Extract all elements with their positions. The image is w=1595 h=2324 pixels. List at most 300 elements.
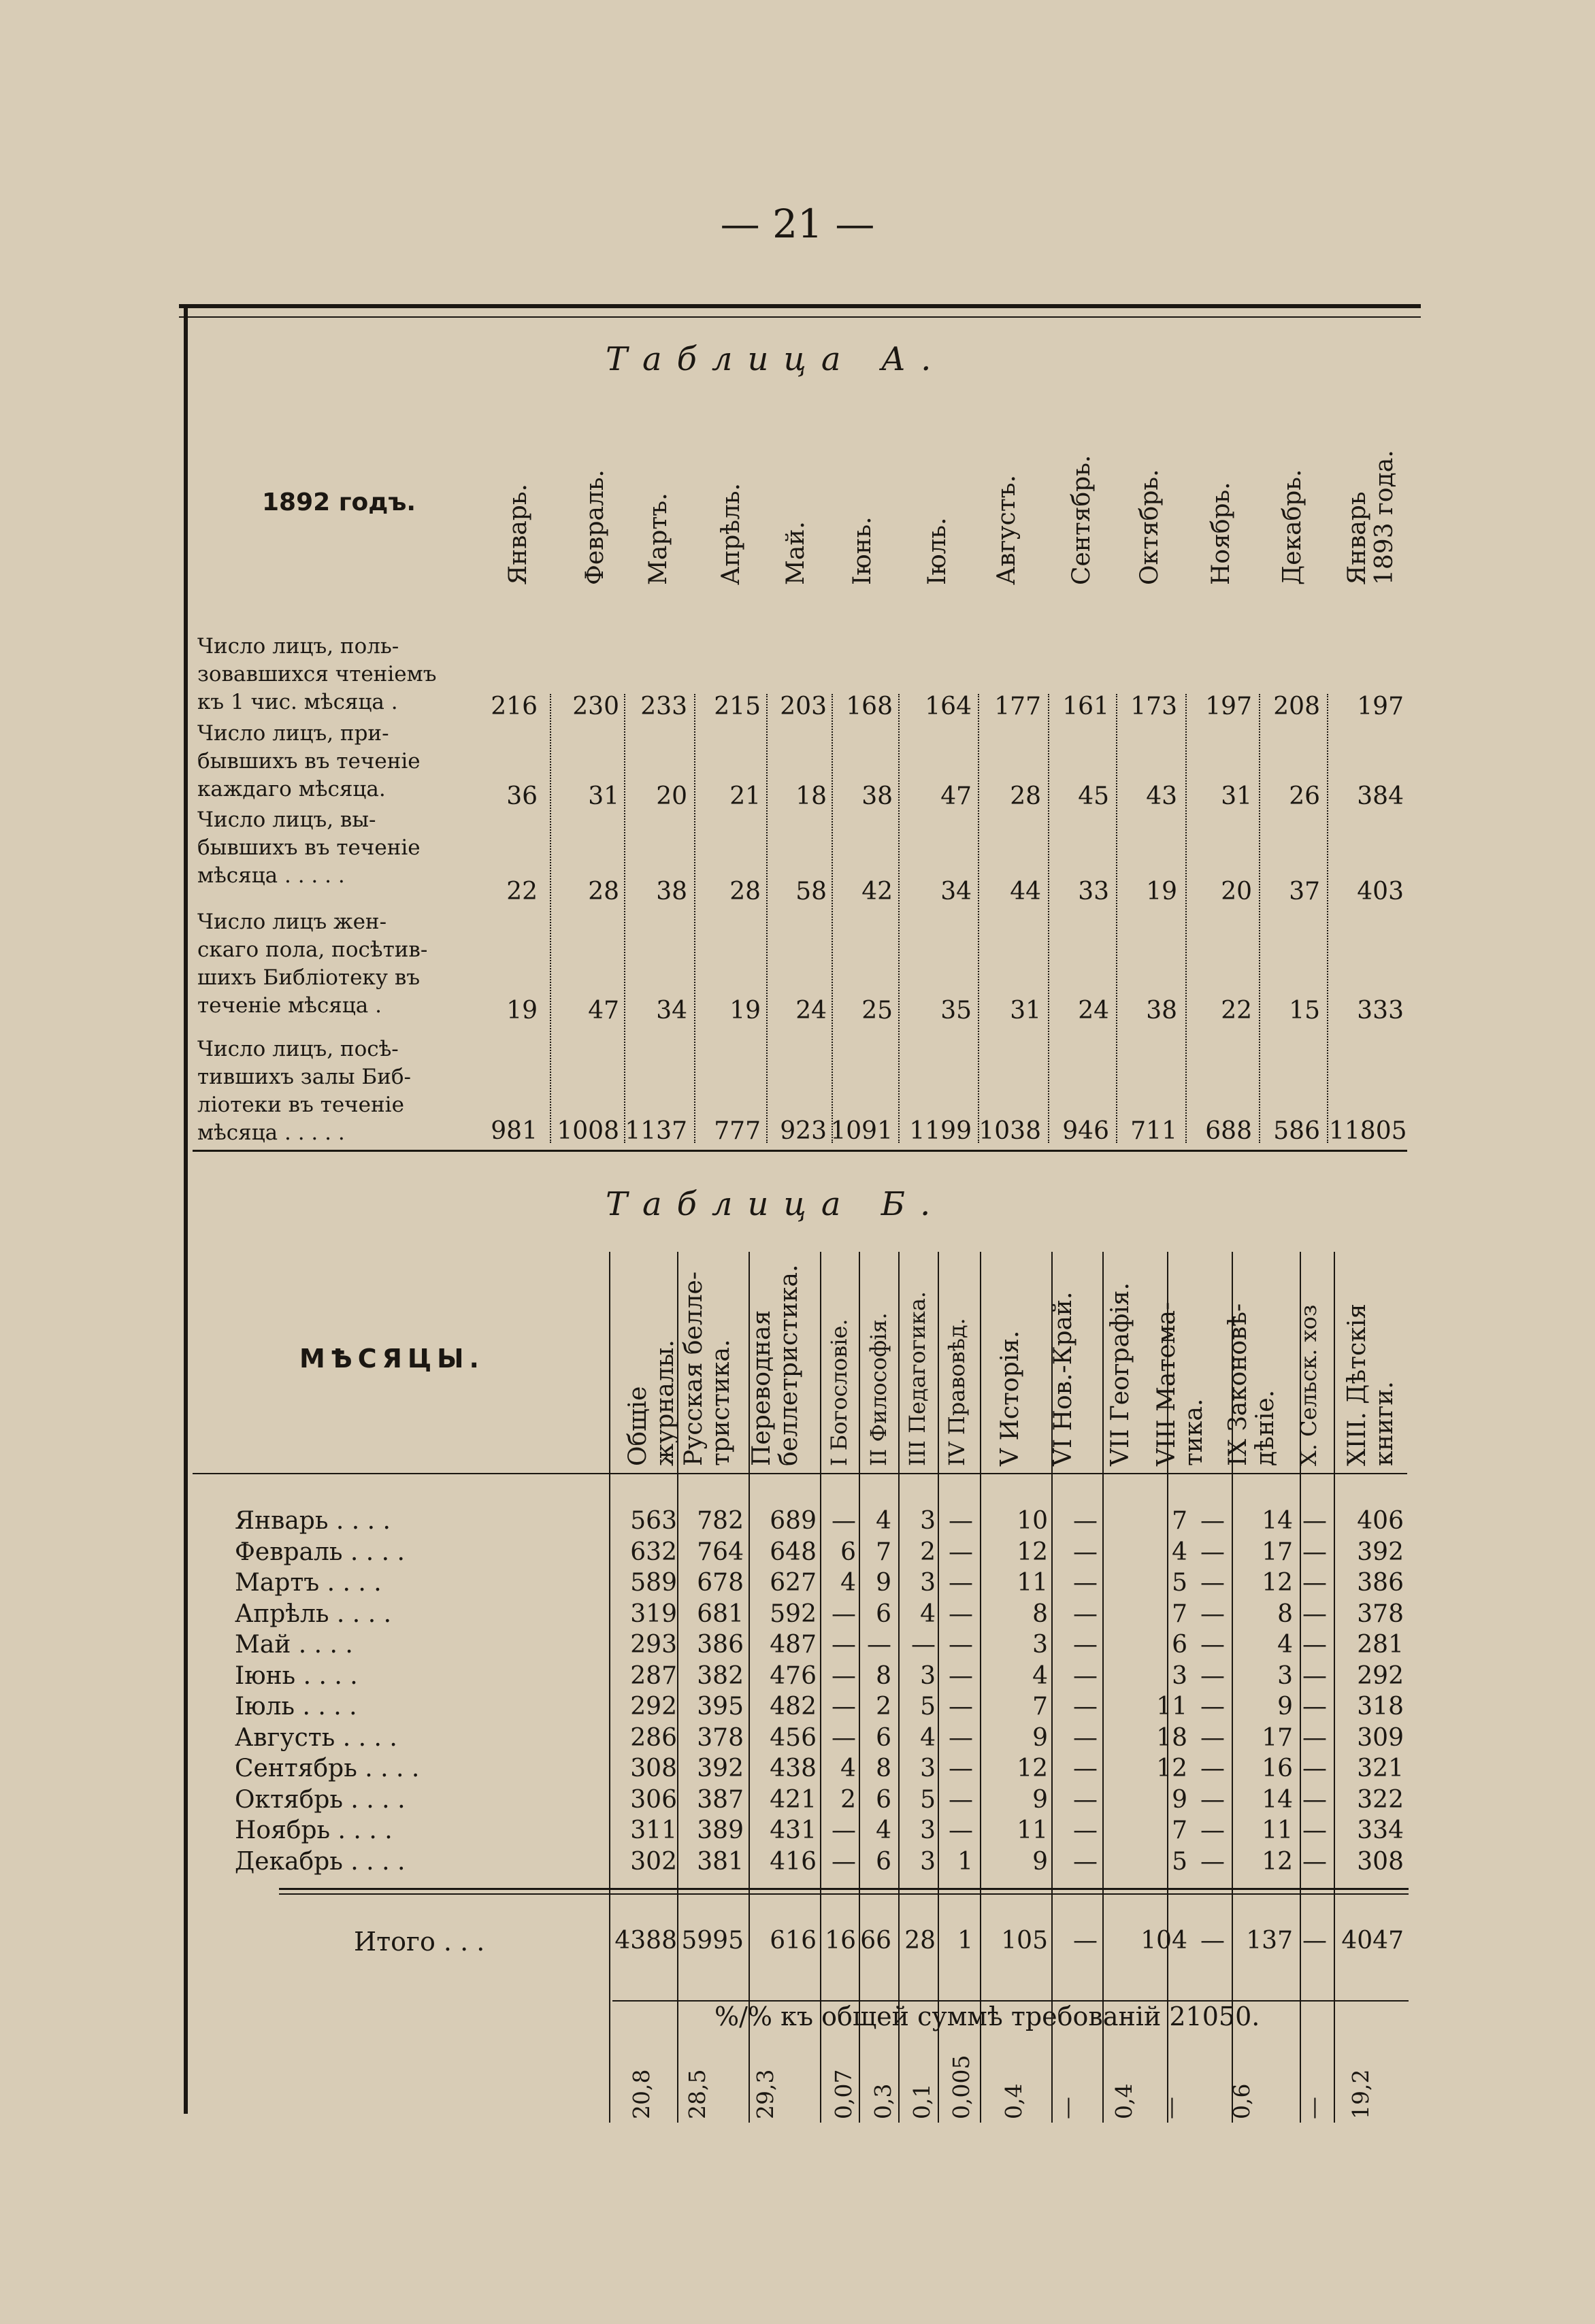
table-a-col-separator	[898, 694, 900, 1143]
table-b-cell: 7	[1172, 1816, 1187, 1844]
table-b-cell: 14	[1262, 1786, 1293, 1814]
table-b-cell: 3	[1172, 1662, 1187, 1690]
table-b-total-cell: 105	[1001, 1927, 1048, 1955]
table-a-col-separator	[624, 694, 625, 1143]
table-b-cell: —	[1073, 1538, 1098, 1566]
table-b-cell: —	[949, 1538, 973, 1566]
table-b-total-cell: 616	[770, 1927, 817, 1955]
table-b-col-header: Переводная беллетристика.	[748, 1264, 803, 1466]
table-b-cell: 319	[630, 1600, 677, 1628]
table-a-cell: 44	[1010, 878, 1041, 906]
table-a-cell: 1038	[979, 1117, 1041, 1145]
table-b-cell: 6	[1172, 1631, 1187, 1659]
table-b-cell: —	[949, 1693, 973, 1721]
table-a-cell: 36	[506, 782, 538, 810]
table-b-total-cell: 137	[1246, 1927, 1293, 1955]
table-b-cell: 378	[697, 1724, 744, 1752]
table-b-cell: 9	[876, 1569, 891, 1597]
table-b-cell: —	[1073, 1507, 1098, 1535]
table-b-cell: 389	[697, 1816, 744, 1844]
table-b-cell: 3	[920, 1816, 936, 1844]
table-a-cell: 38	[1146, 997, 1177, 1025]
table-b-cell: —	[1073, 1816, 1098, 1844]
table-b-cell: —	[949, 1631, 973, 1659]
table-a-col-separator	[832, 694, 833, 1143]
table-b-cell: 387	[697, 1786, 744, 1814]
table-b-cell: 321	[1357, 1755, 1404, 1782]
table-a-cell: 403	[1357, 878, 1404, 906]
table-b-cell: 6	[876, 1600, 891, 1628]
table-b-cell: 431	[770, 1816, 817, 1844]
table-b-cell: 5	[1172, 1569, 1187, 1597]
table-b-cell: —	[1200, 1755, 1225, 1782]
table-b-cell: 293	[630, 1631, 677, 1659]
table-b-cell: 438	[770, 1755, 817, 1782]
table-b-cell: 3	[1277, 1662, 1293, 1690]
table-a-col-header: Февраль.	[581, 469, 609, 585]
table-b-total-cell: 4047	[1341, 1927, 1404, 1955]
table-b-cell: 14	[1262, 1507, 1293, 1535]
table-b-cell: 4	[1032, 1662, 1048, 1690]
table-b-cell: —	[832, 1724, 856, 1752]
table-a-cell: 25	[861, 997, 893, 1025]
table-a-cell: 216	[491, 693, 538, 720]
table-a-col-header: Май.	[782, 521, 810, 585]
table-a-cell: 24	[1078, 997, 1109, 1025]
table-b-cell: 386	[697, 1631, 744, 1659]
table-a-cell: 43	[1146, 782, 1177, 810]
table-a-cell: 47	[940, 782, 972, 810]
table-b-total-rule	[279, 1888, 1409, 1890]
table-b-cell: 322	[1357, 1786, 1404, 1814]
table-b-col-separator	[1102, 1252, 1104, 2123]
table-b-cell: 334	[1357, 1816, 1404, 1844]
table-a-cell: 47	[588, 997, 619, 1025]
table-b-cell: —	[1200, 1631, 1225, 1659]
table-b-cell: 6	[876, 1786, 891, 1814]
table-a-cell: 233	[640, 693, 687, 720]
table-a-cell: 19	[506, 997, 538, 1025]
table-b-percent-cell: 20,8	[628, 2069, 655, 2119]
table-a-col-header: Ноябрь.	[1207, 482, 1235, 585]
table-b-cell: 563	[630, 1507, 677, 1535]
table-b-col-header: I Богословіе.	[826, 1318, 852, 1466]
table-b-col-header: VI Нов.-Край.	[1049, 1291, 1077, 1466]
table-b-percent-cell: 28,5	[684, 2069, 710, 2119]
table-b-cell: 7	[1172, 1600, 1187, 1628]
table-b-cell: —	[1302, 1724, 1327, 1752]
table-b-cell: 592	[770, 1600, 817, 1628]
table-a-col-header: Октябрь.	[1136, 469, 1164, 585]
table-b-cell: 308	[1357, 1848, 1404, 1876]
table-a-cell: 215	[714, 693, 761, 720]
table-b-cell: 632	[630, 1538, 677, 1566]
table-b-percent-cell: 0,4	[1000, 2083, 1027, 2119]
table-b-month: Январь . . . .	[235, 1507, 391, 1535]
table-b-cell: 4	[1172, 1538, 1187, 1566]
table-a-cell: 33	[1078, 878, 1109, 906]
table-a-col-header: Январь.	[504, 484, 532, 585]
table-a-row-label: Число лицъ, вы- бывшихъ въ теченіе мѣсяца . . . . .	[197, 808, 421, 888]
table-b-header-rule	[193, 1473, 1407, 1474]
table-b-cell: 4	[1277, 1631, 1293, 1659]
table-b-cell: 12	[1017, 1538, 1048, 1566]
table-b-cell: —	[1302, 1569, 1327, 1597]
table-b-col-header: XIII. Дѣтскія книги.	[1343, 1304, 1398, 1466]
table-b-col-header: II Философія.	[866, 1312, 891, 1466]
table-b-cell: 4	[840, 1569, 856, 1597]
table-b-cell: 281	[1357, 1631, 1404, 1659]
table-b-cell: —	[1073, 1631, 1098, 1659]
table-b-cell: 378	[1357, 1600, 1404, 1628]
table-b-cell: —	[1200, 1724, 1225, 1752]
table-b-cell: 9	[1032, 1724, 1048, 1752]
table-a-cell: 15	[1289, 997, 1320, 1025]
table-a-cell: 58	[795, 878, 827, 906]
table-b-cell: —	[1302, 1662, 1327, 1690]
table-a-cell: 168	[846, 693, 893, 720]
table-b-cell: —	[832, 1693, 856, 1721]
table-b-cell: —	[832, 1600, 856, 1628]
table-b-cell: 5	[920, 1693, 936, 1721]
table-b-percent-cell: 0,6	[1228, 2083, 1255, 2119]
table-a-col-separator	[766, 694, 768, 1143]
table-b-cell: 782	[697, 1507, 744, 1535]
table-b-cell: 648	[770, 1538, 817, 1566]
table-b-month: Май . . . .	[235, 1631, 353, 1659]
table-a-col-header: Августъ.	[993, 475, 1021, 585]
table-a-cell: 1199	[909, 1117, 972, 1145]
table-b-cell: —	[1073, 1724, 1098, 1752]
table-b-cell: 8	[876, 1662, 891, 1690]
table-b-col-header: III Педагогика.	[904, 1291, 930, 1466]
table-a-cell: 28	[588, 878, 619, 906]
table-b-cell: 382	[697, 1662, 744, 1690]
table-b-cell: 8	[876, 1755, 891, 1782]
table-b-cell: 2	[840, 1786, 856, 1814]
table-b-col-header: X. Сельск. хоз	[1296, 1304, 1321, 1466]
table-a-cell: 19	[729, 997, 761, 1025]
table-b-cell: —	[1073, 1848, 1098, 1876]
table-b-cell: 5	[920, 1786, 936, 1814]
table-b-cell: 292	[630, 1693, 677, 1721]
table-a-col-header: Сентябрь.	[1068, 454, 1096, 585]
table-b-cell: —	[1073, 1662, 1098, 1690]
table-a-cell: 20	[1221, 878, 1252, 906]
table-a-cell: 31	[1221, 782, 1252, 810]
table-a-bottom-rule	[193, 1150, 1407, 1152]
table-a-row-label: Число лицъ жен- скаго пола, посѣтив- шихъ Библіотеку въ теченіе мѣсяца .	[197, 910, 428, 1018]
table-b-cell: 7	[876, 1538, 891, 1566]
table-a-title: Таблица А.	[606, 340, 947, 378]
table-b-cell: 764	[697, 1538, 744, 1566]
table-b-cell: —	[1302, 1538, 1327, 1566]
table-a-cell: 161	[1062, 693, 1109, 720]
table-b-month: Сентябрь . . . .	[235, 1755, 420, 1782]
table-b-cell: —	[1073, 1569, 1098, 1597]
table-b-month: Октябрь . . . .	[235, 1786, 406, 1814]
table-b-cell: 3	[920, 1848, 936, 1876]
table-a-year-label: 1892 годъ.	[262, 488, 416, 516]
table-b-cell: 627	[770, 1569, 817, 1597]
table-b-cell: 482	[770, 1693, 817, 1721]
table-b-cell: 3	[920, 1507, 936, 1535]
table-b-month: Мартъ . . . .	[235, 1569, 382, 1597]
table-b-cell: —	[1302, 1816, 1327, 1844]
table-a-row-label: Число лицъ, поль- зовавшихся чтеніемъ къ 1 чис. мѣсяца .	[197, 634, 437, 714]
table-b-cell: 11	[1262, 1816, 1293, 1844]
table-b-percent-cell: 0,4	[1111, 2083, 1137, 2119]
table-b-cell: —	[911, 1631, 936, 1659]
table-a-cell: 28	[1010, 782, 1041, 810]
table-a-cell: 1091	[830, 1117, 893, 1145]
table-b-col-header: Общіе журналы.	[624, 1340, 679, 1466]
table-a-cell: 197	[1205, 693, 1252, 720]
table-b-cell: 2	[876, 1693, 891, 1721]
table-a-cell: 21	[729, 782, 761, 810]
table-b-cell: 381	[697, 1848, 744, 1876]
table-b-total-cell: 104	[1140, 1927, 1187, 1955]
table-b-cell: 678	[697, 1569, 744, 1597]
table-b-cell: —	[832, 1662, 856, 1690]
table-b-total-cell: 66	[860, 1927, 891, 1955]
table-b-months-label: МѢСЯЦЫ.	[299, 1344, 484, 1374]
table-b-cell: 456	[770, 1724, 817, 1752]
table-b-cell: —	[1200, 1569, 1225, 1597]
table-b-cell: —	[832, 1507, 856, 1535]
table-a-col-separator	[1048, 694, 1049, 1143]
page-number: — 21 —	[720, 201, 875, 247]
table-a-cell: 1137	[625, 1117, 687, 1145]
table-b-cell: —	[949, 1662, 973, 1690]
table-b-total-cell: 5995	[681, 1927, 744, 1955]
table-b-cell: 3	[920, 1569, 936, 1597]
table-a-col-separator	[1116, 694, 1117, 1143]
table-b-cell: 309	[1357, 1724, 1404, 1752]
table-b-cell: 18	[1156, 1724, 1187, 1752]
table-a-col-header: Апрѣль.	[717, 483, 745, 585]
table-a-cell: 31	[588, 782, 619, 810]
table-b-cell: —	[949, 1569, 973, 1597]
table-b-total-label: Итого . . .	[354, 1927, 485, 1957]
table-b-cell: 4	[876, 1816, 891, 1844]
table-a-col-header: Январь 1893 года.	[1343, 450, 1398, 585]
table-b-cell: —	[1302, 1848, 1327, 1876]
frame-left-rule	[184, 304, 188, 2114]
table-a-cell: 28	[729, 878, 761, 906]
table-b-month: Іюнь . . . .	[235, 1662, 358, 1690]
table-b-cell: 292	[1357, 1662, 1404, 1690]
table-b-percent-cell: 29,3	[752, 2069, 778, 2119]
table-b-total-cell: 28	[904, 1927, 936, 1955]
table-b-percent-cell: 19,2	[1347, 2069, 1374, 2119]
table-a-cell: 26	[1289, 782, 1320, 810]
table-b-cell: —	[949, 1600, 973, 1628]
table-b-cell: —	[1200, 1662, 1225, 1690]
table-a-cell: 18	[795, 782, 827, 810]
table-a-cell: 333	[1357, 997, 1404, 1025]
table-b-col-header: VIII Матема- тика.	[1153, 1301, 1208, 1466]
table-b-cell: —	[1302, 1631, 1327, 1659]
table-b-percent-cell: —	[1053, 2097, 1080, 2119]
table-b-cell: —	[1200, 1600, 1225, 1628]
table-b-cell: 7	[1172, 1507, 1187, 1535]
table-a-cell: 586	[1273, 1117, 1320, 1145]
table-b-cell: —	[832, 1816, 856, 1844]
table-a-row-label: Число лицъ, при- бывшихъ въ теченіе каждаго мѣсяца.	[197, 721, 421, 801]
table-b-cell: —	[949, 1507, 973, 1535]
table-a-cell: 384	[1357, 782, 1404, 810]
table-b-cell: 16	[1262, 1755, 1293, 1782]
table-a-cell: 208	[1273, 693, 1320, 720]
table-b-cell: —	[1073, 1600, 1098, 1628]
table-b-percent-cell: 0,07	[830, 2069, 857, 2119]
table-b-cell: —	[1302, 1600, 1327, 1628]
table-b-cell: —	[832, 1848, 856, 1876]
table-b-cell: —	[1200, 1538, 1225, 1566]
table-a-cell: 31	[1010, 997, 1041, 1025]
table-a-cell: 688	[1205, 1117, 1252, 1145]
table-a-cell: 20	[656, 782, 687, 810]
table-b-cell: 9	[1032, 1786, 1048, 1814]
table-b-percent-cell: 0,3	[870, 2083, 896, 2119]
table-a-cell: 38	[656, 878, 687, 906]
table-b-cell: —	[949, 1724, 973, 1752]
table-b-cell: 392	[1357, 1538, 1404, 1566]
table-a-cell: 42	[861, 878, 893, 906]
table-a-col-separator	[1259, 694, 1260, 1143]
table-b-cell: 6	[840, 1538, 856, 1566]
table-b-cell: 306	[630, 1786, 677, 1814]
table-a-cell: 203	[780, 693, 827, 720]
table-a-cell: 24	[795, 997, 827, 1025]
table-a-cell: 45	[1078, 782, 1109, 810]
table-b-cell: 4	[920, 1724, 936, 1752]
table-b-month: Ноябрь . . . .	[235, 1816, 393, 1844]
table-b-cell: 416	[770, 1848, 817, 1876]
table-a-col-separator	[978, 694, 979, 1143]
table-a-cell: 22	[506, 878, 538, 906]
table-b-title: Таблица Б.	[606, 1185, 946, 1223]
table-b-cell: 3	[1032, 1631, 1048, 1659]
table-b-percent-cell: —	[1157, 2097, 1183, 2119]
table-b-col-header: Русская белле- тристика.	[680, 1271, 735, 1466]
table-b-total-rule-thin	[279, 1893, 1409, 1895]
table-b-cell: —	[1302, 1693, 1327, 1721]
table-b-cell: 17	[1262, 1724, 1293, 1752]
table-b-cell: 3	[920, 1662, 936, 1690]
table-b-cell: 8	[1277, 1600, 1293, 1628]
table-b-month: Августь . . . .	[235, 1724, 397, 1752]
table-a-cell: 164	[925, 693, 972, 720]
table-b-cell: —	[1200, 1507, 1225, 1535]
table-b-cell: 311	[630, 1816, 677, 1844]
table-a-cell: 177	[994, 693, 1041, 720]
table-b-cell: 589	[630, 1569, 677, 1597]
table-b-col-header: VII Географія.	[1106, 1282, 1134, 1466]
table-b-cell: —	[949, 1755, 973, 1782]
table-b-cell: 287	[630, 1662, 677, 1690]
table-b-cell: 17	[1262, 1538, 1293, 1566]
table-b-cell: 302	[630, 1848, 677, 1876]
table-b-cell: —	[1073, 1693, 1098, 1721]
table-b-cell: 4	[920, 1600, 936, 1628]
table-b-col-header: IX Законовѣ- дѣніе.	[1224, 1303, 1279, 1466]
table-b-month: Декабрь . . . .	[235, 1848, 406, 1876]
table-b-cell: 12	[1262, 1848, 1293, 1876]
table-b-cell: 476	[770, 1662, 817, 1690]
table-a-col-header: Іюнь.	[849, 516, 876, 585]
table-b-cell: —	[949, 1816, 973, 1844]
table-b-cell: 681	[697, 1600, 744, 1628]
table-b-cell: —	[1302, 1786, 1327, 1814]
table-a-cell: 19	[1146, 878, 1177, 906]
table-b-cell: 3	[920, 1755, 936, 1782]
table-b-cell: 6	[876, 1848, 891, 1876]
table-b-cell: —	[1073, 1786, 1098, 1814]
table-b-cell: 11	[1156, 1693, 1187, 1721]
frame-top-rule	[179, 304, 1421, 308]
table-b-cell: —	[832, 1631, 856, 1659]
table-b-cell: —	[867, 1631, 891, 1659]
table-a-cell: 230	[572, 693, 619, 720]
table-b-total-cell: —	[1302, 1927, 1327, 1955]
table-b-cell: 2	[920, 1538, 936, 1566]
table-a-cell: 35	[940, 997, 972, 1025]
table-b-col-separator	[1334, 1252, 1335, 2123]
table-b-cell: —	[949, 1786, 973, 1814]
table-b-cell: 395	[697, 1693, 744, 1721]
table-a-cell: 37	[1289, 878, 1320, 906]
table-a-cell: 981	[491, 1117, 538, 1145]
table-a-col-header: Іюль.	[923, 517, 951, 585]
table-b-cell: 9	[1032, 1848, 1048, 1876]
table-b-total-cell: —	[1200, 1927, 1225, 1955]
table-b-cell: —	[1200, 1816, 1225, 1844]
table-a-col-header: Мартъ.	[644, 493, 672, 585]
table-a-col-header: Декабрь.	[1279, 469, 1306, 585]
table-b-total-cell: 4388	[614, 1927, 677, 1955]
table-b-total-cell: 1	[957, 1927, 973, 1955]
table-b-cell: —	[1073, 1755, 1098, 1782]
table-b-cell: 392	[697, 1755, 744, 1782]
table-b-cell: 12	[1017, 1755, 1048, 1782]
table-b-col-header: IV Правовѣд.	[944, 1318, 970, 1466]
table-a-col-separator	[1185, 694, 1187, 1143]
table-b-cell: 12	[1262, 1569, 1293, 1597]
table-b-cell: 9	[1172, 1786, 1187, 1814]
table-b-cell: 10	[1017, 1507, 1048, 1535]
table-a-cell: 946	[1062, 1117, 1109, 1145]
table-b-cell: —	[1200, 1786, 1225, 1814]
table-b-cell: 487	[770, 1631, 817, 1659]
table-b-cell: 386	[1357, 1569, 1404, 1597]
table-b-percent-cell: —	[1300, 2097, 1326, 2119]
table-a-col-separator	[1327, 694, 1328, 1143]
table-b-cell: 406	[1357, 1507, 1404, 1535]
table-b-cell: 689	[770, 1507, 817, 1535]
table-b-month: Февраль . . . .	[235, 1538, 405, 1566]
table-a-cell: 173	[1130, 693, 1177, 720]
table-a-col-separator	[694, 694, 695, 1143]
table-a-cell: 777	[714, 1117, 761, 1145]
table-a-cell: 923	[780, 1117, 827, 1145]
table-b-cell: 11	[1017, 1569, 1048, 1597]
table-b-cell: 7	[1032, 1693, 1048, 1721]
table-a-cell: 711	[1130, 1117, 1177, 1145]
table-a-cell: 1008	[557, 1117, 619, 1145]
table-b-percent-cell: 0,1	[908, 2083, 935, 2119]
